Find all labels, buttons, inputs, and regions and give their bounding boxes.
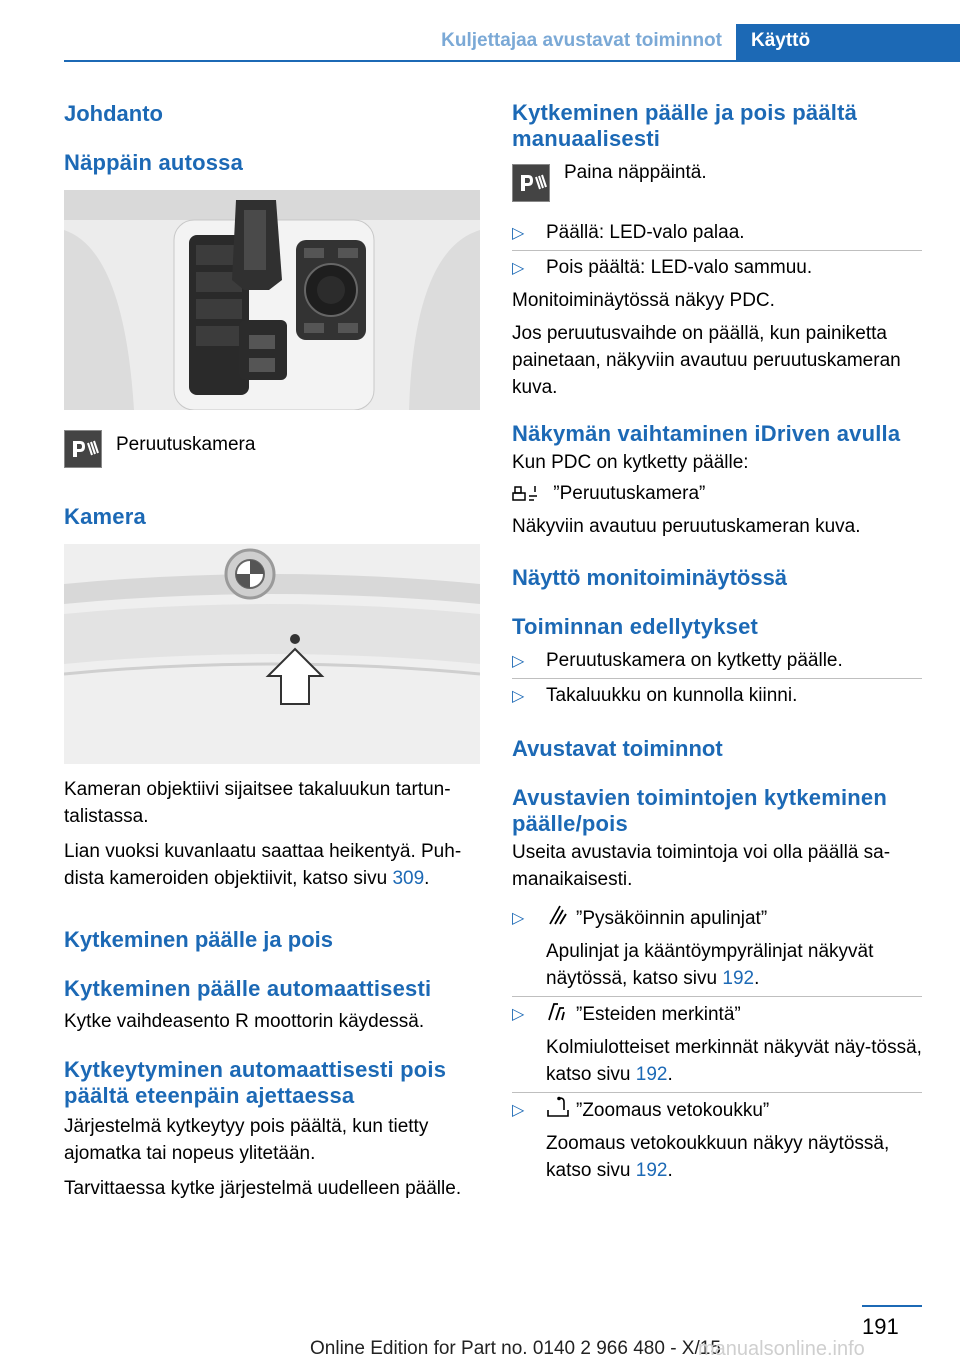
tow-hitch-zoom-icon bbox=[546, 1096, 576, 1126]
bullet-triangle-icon: ▷ bbox=[512, 225, 525, 242]
list-item-text: Takaluukku on kunnolla kiinni. bbox=[546, 685, 798, 706]
edition-text: Online Edition for Part no. 0140 2 966 480 - X/15 bbox=[310, 1338, 721, 1359]
list-item-body: Apulinjat ja kääntöympyrälinjat näkyvät näytössä, katso sivu bbox=[546, 941, 874, 989]
heading-assist-switch: Avustavien toimintojen kytkeminen päälle/pois bbox=[512, 785, 887, 836]
list-item-text bbox=[546, 1130, 922, 1184]
left-column bbox=[64, 100, 480, 1202]
heading-button-in-car: Näppäin autossa bbox=[64, 150, 244, 175]
camera-location-photo bbox=[64, 544, 480, 764]
page-link-192[interactable]: 192 bbox=[635, 1064, 668, 1085]
manual-press-row bbox=[512, 164, 922, 206]
page-header bbox=[0, 24, 960, 62]
camera-button-row bbox=[64, 430, 480, 468]
heading-assist: Avustavat toiminnot bbox=[512, 736, 723, 761]
parking-lines-icon bbox=[546, 904, 576, 934]
heading-intro: Johdanto bbox=[64, 101, 163, 126]
rear-camera-button-icon bbox=[64, 430, 102, 468]
list-item bbox=[512, 216, 922, 251]
assist-functions-list bbox=[512, 901, 922, 1188]
list-item-text bbox=[546, 938, 922, 992]
right-column bbox=[512, 100, 922, 1188]
camera-cleaning-text bbox=[64, 838, 480, 892]
manual-reverse-text: Jos peruutusvaihde on päällä, kun painiketta painetaan, näkyviin avautuu peruutuskameran kuva. bbox=[512, 323, 901, 398]
camera-cleaning-text-end: . bbox=[424, 868, 430, 889]
camera-button-caption: Peruutuskamera bbox=[116, 434, 256, 455]
camera-location-text: Kameran objektiivi sijaitsee takaluukun tartun‐talistassa. bbox=[64, 779, 451, 827]
page-link-309[interactable]: 309 bbox=[392, 868, 425, 889]
obstacle-marking-icon bbox=[546, 1000, 576, 1030]
manual-pdc-text: Monitoiminäytössä näkyy PDC. bbox=[512, 290, 775, 311]
list-item bbox=[512, 901, 922, 997]
bullet-triangle-icon: ▷ bbox=[512, 1102, 525, 1119]
center-console-photo bbox=[64, 190, 480, 410]
bullet-triangle-icon: ▷ bbox=[512, 910, 525, 927]
heading-auto-on: Kytkeminen päälle automaattisesti bbox=[64, 976, 432, 1001]
list-item-text: Päällä: LED-valo palaa. bbox=[546, 222, 745, 243]
rear-camera-menu-icon bbox=[512, 483, 548, 505]
idrive-intro-text: Kun PDC on kytketty päälle: bbox=[512, 452, 749, 473]
list-item-body: Zoomaus vetokoukkuun näkyy näytössä, katso sivu bbox=[546, 1133, 890, 1181]
heading-idrive: Näkymän vaihtaminen iDriven avulla bbox=[512, 421, 901, 446]
bullet-triangle-icon: ▷ bbox=[512, 260, 525, 277]
list-item bbox=[512, 997, 922, 1093]
camera-paragraphs bbox=[64, 776, 480, 892]
requirements-list bbox=[512, 644, 922, 713]
heading-manual: Kytkeminen päälle ja pois päältä manuaalisesti bbox=[512, 100, 858, 151]
list-item-text: Peruutuskamera on kytketty päälle. bbox=[546, 650, 843, 671]
page-number: 191 bbox=[862, 1314, 899, 1339]
header-chapter-tab: Käyttö bbox=[736, 24, 960, 62]
idrive-result-text: Näkyviin avautuu peruutuskameran kuva. bbox=[512, 516, 861, 537]
manual-press-text: Paina näppäintä. bbox=[564, 162, 707, 183]
bullet-triangle-icon: ▷ bbox=[512, 688, 525, 705]
idrive-menu-item-label: ”Peruutuskamera” bbox=[553, 483, 706, 504]
list-item-text bbox=[546, 1034, 922, 1088]
list-item-end: . bbox=[667, 1064, 673, 1085]
heading-camera: Kamera bbox=[64, 504, 146, 529]
list-item bbox=[512, 679, 922, 713]
list-item-title: ”Zoomaus vetokoukku” bbox=[576, 1100, 770, 1122]
list-item-text: Pois päältä: LED-valo sammuu. bbox=[546, 257, 813, 278]
list-item bbox=[512, 644, 922, 679]
list-item bbox=[512, 1093, 922, 1188]
bullet-triangle-icon: ▷ bbox=[512, 1006, 525, 1023]
auto-on-text: Kytke vaihdeasento R moottorin käydessä. bbox=[64, 1011, 425, 1032]
list-item-body: Kolmiulotteiset merkinnät näkyvät näy‐tössä, katso sivu bbox=[546, 1037, 922, 1085]
list-item bbox=[512, 251, 922, 285]
header-section-title: Kuljettajaa avustavat toiminnot bbox=[441, 30, 722, 51]
pdc-button-icon bbox=[512, 164, 550, 202]
list-item-title: ”Pysäköinnin apulinjat” bbox=[576, 908, 768, 930]
idrive-menu-item[interactable] bbox=[512, 480, 922, 507]
manual-state-list bbox=[512, 216, 922, 285]
heading-display: Näyttö monitoiminäytössä bbox=[512, 565, 788, 590]
list-item-end: . bbox=[754, 968, 760, 989]
page-link-192[interactable]: 192 bbox=[635, 1160, 668, 1181]
footer-rule bbox=[862, 1305, 922, 1307]
auto-off-text-1: Järjestelmä kytkeytyy pois päältä, kun tietty ajomatka tai nopeus ylitetään. bbox=[64, 1116, 429, 1164]
heading-requirements: Toiminnan edellytykset bbox=[512, 614, 759, 639]
list-item-end: . bbox=[667, 1160, 673, 1181]
auto-off-text-2: Tarvittaessa kytke järjestelmä uudelleen päälle. bbox=[64, 1178, 462, 1199]
heading-auto-off: Kytkeytyminen automaattisesti pois päältä eteenpäin ajettaessa bbox=[64, 1057, 447, 1108]
camera-cleaning-text-body: Lian vuoksi kuvanlaatu saattaa heikentyä. Puh‐dista kameroiden objektiivit, katso sivu bbox=[64, 841, 462, 889]
bullet-triangle-icon: ▷ bbox=[512, 653, 525, 670]
watermark: manualsonline.info bbox=[698, 1338, 865, 1360]
assist-intro-text: Useita avustavia toimintoja voi olla päällä sa‐manaikaisesti. bbox=[512, 842, 891, 890]
page-link-192[interactable]: 192 bbox=[722, 968, 755, 989]
list-item-title: ”Esteiden merkintä” bbox=[576, 1004, 741, 1026]
heading-switch-on-off: Kytkeminen päälle ja pois bbox=[64, 927, 333, 952]
